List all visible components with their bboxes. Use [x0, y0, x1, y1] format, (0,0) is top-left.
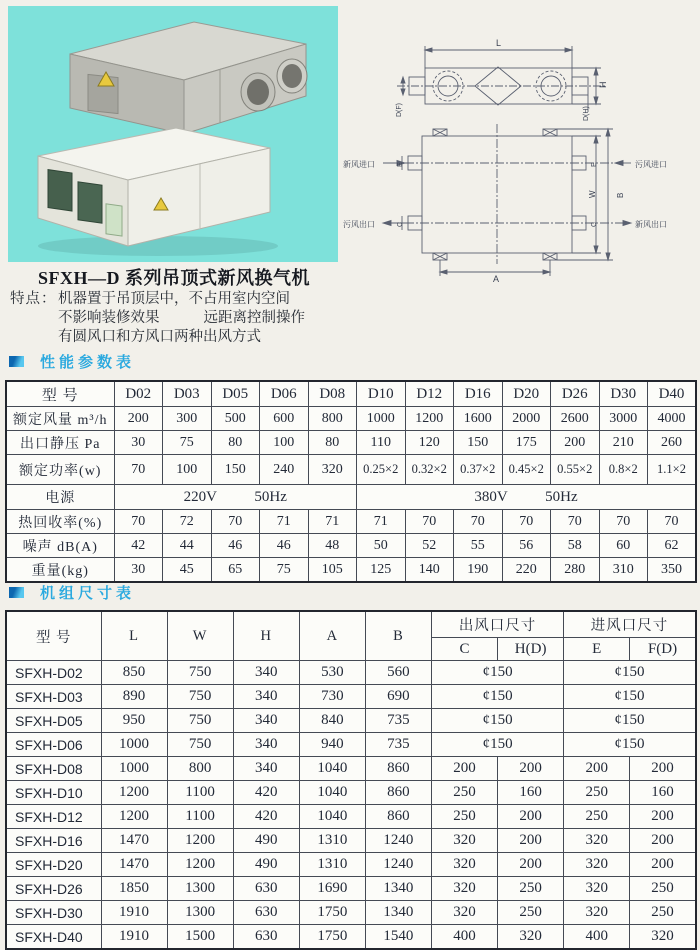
model-cell: D40 — [648, 381, 697, 407]
dim-value-cell: 1910 — [101, 901, 167, 925]
dim-value-cell: 1200 — [167, 853, 233, 877]
value-cell: 3000 — [599, 407, 648, 431]
dim-value-cell: 840 — [299, 709, 365, 733]
perf-row — [6, 407, 696, 431]
duct-size-cell: ¢150 — [431, 661, 563, 685]
value-cell: 70 — [599, 510, 648, 534]
dim-label-A: A — [493, 274, 500, 282]
value-cell: 50 — [357, 534, 406, 558]
dim-value-cell: 490 — [233, 853, 299, 877]
dim-row — [6, 661, 696, 685]
perf-row — [6, 558, 696, 583]
value-cell: 70 — [648, 510, 697, 534]
model-name-cell: SFXH-D26 — [6, 877, 101, 901]
label-foul-air-inlet: 污风进口 — [635, 160, 667, 169]
value-cell: 1200 — [405, 407, 454, 431]
model-name-cell: SFXH-D20 — [6, 853, 101, 877]
value-cell: 70 — [211, 510, 260, 534]
value-cell: 220 — [502, 558, 551, 583]
product-title: SFXH—D 系列吊顶式新风换气机 — [37, 268, 310, 288]
value-cell: 110 — [357, 431, 406, 455]
model-header-row — [6, 381, 696, 407]
dim-header-cell: B — [365, 611, 431, 661]
port-label-E-right: E — [591, 162, 598, 167]
dim-value-cell: 560 — [365, 661, 431, 685]
duct-size-cell: 320 — [498, 925, 564, 950]
dim-value-cell: 1310 — [299, 853, 365, 877]
value-cell: 46 — [260, 534, 309, 558]
duct-size-cell: 320 — [564, 877, 630, 901]
duct-size-cell: 160 — [498, 781, 564, 805]
row-label-cell: 噪声 dB(A) — [6, 534, 114, 558]
outlet-sub-header: H(D) — [498, 638, 564, 661]
duct-size-cell: 250 — [564, 781, 630, 805]
dim-value-cell: 1040 — [299, 805, 365, 829]
dim-row — [6, 685, 696, 709]
dim-value-cell: 1750 — [299, 925, 365, 950]
dim-value-cell: 1200 — [101, 805, 167, 829]
dim-header-cell: H — [233, 611, 299, 661]
power-row — [6, 485, 696, 510]
value-cell: 310 — [599, 558, 648, 583]
dim-value-cell: 730 — [299, 685, 365, 709]
value-cell: 60 — [599, 534, 648, 558]
section-header-dimensions — [9, 582, 135, 603]
dim-header-cell: A — [299, 611, 365, 661]
value-cell: 140 — [405, 558, 454, 583]
dim-value-cell: 1000 — [101, 757, 167, 781]
product-photos-panel — [8, 6, 338, 262]
product-features — [10, 290, 305, 347]
duct-size-cell: 320 — [564, 853, 630, 877]
section-bullet-icon — [9, 587, 24, 598]
port-label-C-left: C — [397, 221, 404, 227]
dim-value-cell: 950 — [101, 709, 167, 733]
row-label-cell: 热回收率(%) — [6, 510, 114, 534]
model-header-cell: 型 号 — [6, 611, 101, 661]
value-cell: 71 — [260, 510, 309, 534]
technical-drawing — [335, 16, 695, 282]
dim-value-cell: 340 — [233, 757, 299, 781]
value-cell: 0.25×2 — [357, 455, 406, 485]
dim-value-cell: 800 — [167, 757, 233, 781]
drawing-dimension-labels — [343, 38, 667, 282]
dim-value-cell: 340 — [233, 709, 299, 733]
label-fresh-air-outlet: 新风出口 — [635, 220, 667, 229]
dim-value-cell: 530 — [299, 661, 365, 685]
row-label-cell: 额定风量 m³/h — [6, 407, 114, 431]
value-cell: 280 — [551, 558, 600, 583]
dim-value-cell: 1300 — [167, 901, 233, 925]
duct-size-cell: 160 — [630, 781, 696, 805]
value-cell: 240 — [260, 455, 309, 485]
dim-row — [6, 733, 696, 757]
section-header-performance — [9, 351, 135, 372]
duct-size-cell: 200 — [630, 805, 696, 829]
perf-row — [6, 510, 696, 534]
dim-header-row-1 — [6, 611, 696, 638]
power-supply-cell: 380V 50Hz — [357, 485, 697, 510]
dim-value-cell: 940 — [299, 733, 365, 757]
dim-value-cell: 735 — [365, 733, 431, 757]
model-cell: D02 — [114, 381, 163, 407]
value-cell: 200 — [551, 431, 600, 455]
value-cell: 800 — [308, 407, 357, 431]
dim-value-cell: 490 — [233, 829, 299, 853]
duct-size-cell: ¢150 — [564, 733, 696, 757]
duct-size-cell: 250 — [431, 781, 497, 805]
value-cell: 100 — [163, 455, 212, 485]
row-label-cell: 额定功率(w) — [6, 455, 114, 485]
dim-value-cell: 630 — [233, 901, 299, 925]
model-cell: D16 — [454, 381, 503, 407]
duct-size-cell: 320 — [431, 901, 497, 925]
features-label: 特点： — [10, 291, 57, 307]
dim-row — [6, 709, 696, 733]
product-photos-illustration — [8, 6, 338, 262]
value-cell: 4000 — [648, 407, 697, 431]
dim-row — [6, 757, 696, 781]
model-cell: D26 — [551, 381, 600, 407]
value-cell: 70 — [551, 510, 600, 534]
dim-value-cell: 1750 — [299, 901, 365, 925]
dim-row — [6, 925, 696, 950]
duct-size-cell: 320 — [564, 829, 630, 853]
value-cell: 2600 — [551, 407, 600, 431]
model-cell: D12 — [405, 381, 454, 407]
dim-value-cell: 750 — [167, 661, 233, 685]
dim-value-cell: 1470 — [101, 829, 167, 853]
value-cell: 72 — [163, 510, 212, 534]
feature-line-1: 机器置于吊顶层中，不占用室内空间 — [58, 291, 290, 307]
value-cell: 1600 — [454, 407, 503, 431]
value-cell: 0.55×2 — [551, 455, 600, 485]
dim-value-cell: 1540 — [365, 925, 431, 950]
duct-size-cell: 200 — [630, 829, 696, 853]
duct-size-cell: 200 — [498, 757, 564, 781]
port-label-C-right: C — [591, 221, 598, 227]
dim-value-cell: 340 — [233, 661, 299, 685]
inlet-group-header: 进风口尺寸 — [564, 611, 696, 638]
model-cell: D06 — [260, 381, 309, 407]
dim-value-cell: 1200 — [167, 829, 233, 853]
model-name-cell: SFXH-D40 — [6, 925, 101, 950]
value-cell: 150 — [454, 431, 503, 455]
duct-size-cell: ¢150 — [431, 733, 563, 757]
dim-value-cell: 1040 — [299, 781, 365, 805]
duct-size-cell: 200 — [431, 757, 497, 781]
duct-size-cell: 200 — [630, 757, 696, 781]
value-cell: 48 — [308, 534, 357, 558]
value-cell: 70 — [114, 455, 163, 485]
dim-label-B: B — [616, 192, 625, 198]
dim-value-cell: 1910 — [101, 925, 167, 950]
dim-value-cell: 750 — [167, 733, 233, 757]
product-photo-metal-unit — [70, 22, 307, 134]
product-photo-white-unit — [38, 128, 278, 256]
performance-table — [5, 380, 697, 583]
value-cell: 2000 — [502, 407, 551, 431]
duct-size-cell: ¢150 — [431, 685, 563, 709]
value-cell: 1.1×2 — [648, 455, 697, 485]
inlet-sub-header: F(D) — [630, 638, 696, 661]
dim-value-cell: 630 — [233, 877, 299, 901]
feature-line-3: 有圆风口和方风口两种出风方式 — [58, 329, 261, 345]
duct-size-cell: 200 — [630, 853, 696, 877]
value-cell: 200 — [114, 407, 163, 431]
dim-value-cell: 340 — [233, 685, 299, 709]
model-name-cell: SFXH-D12 — [6, 805, 101, 829]
model-cell: D08 — [308, 381, 357, 407]
dim-value-cell: 860 — [365, 805, 431, 829]
dim-value-cell: 690 — [365, 685, 431, 709]
row-label-cell: 重量(kg) — [6, 558, 114, 583]
value-cell: 100 — [260, 431, 309, 455]
value-cell: 320 — [308, 455, 357, 485]
value-cell: 300 — [163, 407, 212, 431]
value-cell: 62 — [648, 534, 697, 558]
inlet-sub-header: E — [564, 638, 630, 661]
dim-value-cell: 1000 — [101, 733, 167, 757]
dim-row — [6, 853, 696, 877]
duct-size-cell: 400 — [431, 925, 497, 950]
outlet-sub-header: C — [431, 638, 497, 661]
plan-view-drawing — [383, 124, 631, 276]
label-foul-air-outlet: 污风出口 — [343, 220, 375, 229]
value-cell: 52 — [405, 534, 454, 558]
model-name-cell: SFXH-D05 — [6, 709, 101, 733]
row-label-cell: 出口静压 Pa — [6, 431, 114, 455]
value-cell: 70 — [405, 510, 454, 534]
dim-header-cell: W — [167, 611, 233, 661]
model-cell: D05 — [211, 381, 260, 407]
value-cell: 55 — [454, 534, 503, 558]
value-cell: 56 — [502, 534, 551, 558]
value-cell: 30 — [114, 431, 163, 455]
duct-size-cell: 250 — [431, 805, 497, 829]
dim-value-cell: 1100 — [167, 781, 233, 805]
value-cell: 210 — [599, 431, 648, 455]
duct-size-cell: 320 — [630, 925, 696, 950]
model-name-cell: SFXH-D03 — [6, 685, 101, 709]
section-title-performance: 性能参数表 — [40, 354, 136, 371]
value-cell: 260 — [648, 431, 697, 455]
duct-size-cell: ¢150 — [431, 709, 563, 733]
duct-size-cell: 400 — [564, 925, 630, 950]
dim-label-H: H — [598, 81, 608, 88]
dim-value-cell: 1040 — [299, 757, 365, 781]
value-cell: 350 — [648, 558, 697, 583]
model-cell: D03 — [163, 381, 212, 407]
model-header-cell: 型 号 — [6, 381, 114, 407]
front-view-drawing — [397, 46, 607, 112]
dim-value-cell: 420 — [233, 781, 299, 805]
duct-size-cell: 200 — [564, 757, 630, 781]
duct-size-cell: 320 — [564, 901, 630, 925]
dim-value-cell: 1240 — [365, 853, 431, 877]
duct-size-cell: 250 — [630, 877, 696, 901]
value-cell: 120 — [405, 431, 454, 455]
value-cell: 65 — [211, 558, 260, 583]
model-name-cell: SFXH-D02 — [6, 661, 101, 685]
dim-row — [6, 901, 696, 925]
power-supply-cell: 220V 50Hz — [114, 485, 357, 510]
duct-size-cell: ¢150 — [564, 661, 696, 685]
dim-value-cell: 1240 — [365, 829, 431, 853]
value-cell: 80 — [308, 431, 357, 455]
dim-value-cell: 1300 — [167, 877, 233, 901]
dim-value-cell: 1310 — [299, 829, 365, 853]
perf-row — [6, 431, 696, 455]
dim-value-cell: 340 — [233, 733, 299, 757]
dim-label-DF: D(F) — [396, 103, 403, 117]
value-cell: 190 — [454, 558, 503, 583]
dim-row — [6, 805, 696, 829]
dim-label-W: W — [588, 190, 597, 198]
value-cell: 71 — [308, 510, 357, 534]
value-cell: 80 — [211, 431, 260, 455]
value-cell: 58 — [551, 534, 600, 558]
value-cell: 75 — [163, 431, 212, 455]
duct-size-cell: 200 — [498, 829, 564, 853]
dimension-table — [5, 610, 697, 950]
value-cell: 75 — [260, 558, 309, 583]
dim-row — [6, 829, 696, 853]
dim-value-cell: 1500 — [167, 925, 233, 950]
value-cell: 71 — [357, 510, 406, 534]
duct-size-cell: 250 — [564, 805, 630, 829]
feature-line-2b: 远距离控制操作 — [203, 310, 305, 326]
duct-size-cell: 320 — [431, 877, 497, 901]
dim-value-cell: 1200 — [101, 781, 167, 805]
outlet-group-header: 出风口尺寸 — [431, 611, 563, 638]
dim-value-cell: 735 — [365, 709, 431, 733]
value-cell: 70 — [502, 510, 551, 534]
model-cell: D20 — [502, 381, 551, 407]
section-title-dimensions: 机组尺寸表 — [40, 585, 136, 602]
dim-value-cell: 860 — [365, 757, 431, 781]
model-cell: D30 — [599, 381, 648, 407]
value-cell: 45 — [163, 558, 212, 583]
dim-value-cell: 1100 — [167, 805, 233, 829]
feature-line-2a: 不影响装修效果 — [58, 310, 160, 326]
section-bullet-icon — [9, 356, 24, 367]
model-name-cell: SFXH-D16 — [6, 829, 101, 853]
perf-row — [6, 455, 696, 485]
dim-value-cell: 420 — [233, 805, 299, 829]
label-fresh-air-inlet: 新风进口 — [343, 160, 375, 169]
duct-size-cell: 320 — [431, 853, 497, 877]
value-cell: 44 — [163, 534, 212, 558]
dim-value-cell: 750 — [167, 709, 233, 733]
value-cell: 125 — [357, 558, 406, 583]
value-cell: 0.8×2 — [599, 455, 648, 485]
dim-value-cell: 630 — [233, 925, 299, 950]
dim-value-cell: 850 — [101, 661, 167, 685]
value-cell: 175 — [502, 431, 551, 455]
dim-value-cell: 1850 — [101, 877, 167, 901]
dim-header-cell: L — [101, 611, 167, 661]
value-cell: 70 — [114, 510, 163, 534]
value-cell: 42 — [114, 534, 163, 558]
value-cell: 0.37×2 — [454, 455, 503, 485]
dim-row — [6, 781, 696, 805]
value-cell: 500 — [211, 407, 260, 431]
dim-value-cell: 750 — [167, 685, 233, 709]
dim-value-cell: 1340 — [365, 877, 431, 901]
value-cell: 70 — [454, 510, 503, 534]
model-name-cell: SFXH-D10 — [6, 781, 101, 805]
perf-row — [6, 534, 696, 558]
model-name-cell: SFXH-D08 — [6, 757, 101, 781]
value-cell: 0.32×2 — [405, 455, 454, 485]
duct-size-cell: ¢150 — [564, 709, 696, 733]
dim-value-cell: 1470 — [101, 853, 167, 877]
model-name-cell: SFXH-D30 — [6, 901, 101, 925]
value-cell: 0.45×2 — [502, 455, 551, 485]
duct-size-cell: 200 — [498, 853, 564, 877]
value-cell: 30 — [114, 558, 163, 583]
port-label-E-left: E — [397, 162, 404, 167]
dim-label-L: L — [496, 38, 502, 48]
value-cell: 600 — [260, 407, 309, 431]
row-label-cell: 电源 — [6, 485, 114, 510]
dim-value-cell: 1690 — [299, 877, 365, 901]
duct-size-cell: 250 — [630, 901, 696, 925]
model-name-cell: SFXH-D06 — [6, 733, 101, 757]
duct-size-cell: 200 — [498, 805, 564, 829]
duct-size-cell: 250 — [498, 877, 564, 901]
dim-label-DH: D(H) — [583, 106, 590, 121]
dim-value-cell: 890 — [101, 685, 167, 709]
dim-value-cell: 860 — [365, 781, 431, 805]
duct-size-cell: 250 — [498, 901, 564, 925]
value-cell: 105 — [308, 558, 357, 583]
model-cell: D10 — [357, 381, 406, 407]
duct-size-cell: ¢150 — [564, 685, 696, 709]
dim-row — [6, 877, 696, 901]
value-cell: 150 — [211, 455, 260, 485]
dim-value-cell: 1340 — [365, 901, 431, 925]
value-cell: 1000 — [357, 407, 406, 431]
value-cell: 46 — [211, 534, 260, 558]
duct-size-cell: 320 — [431, 829, 497, 853]
